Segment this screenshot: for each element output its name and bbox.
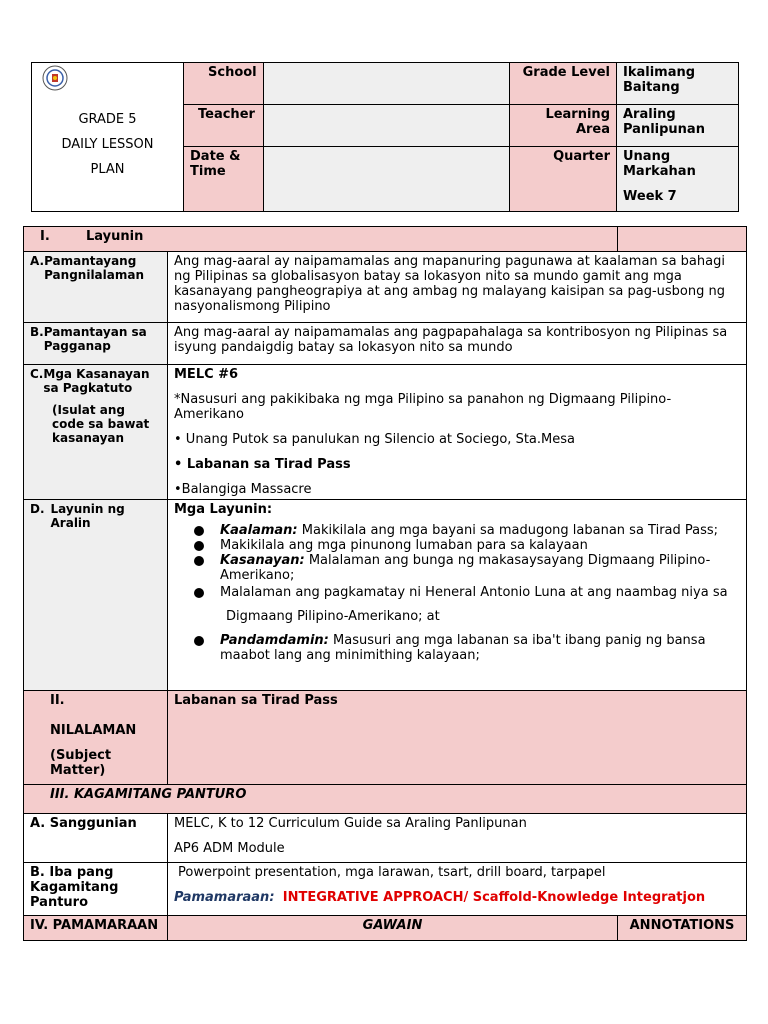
header-table [31, 62, 739, 212]
nilalaman-label [24, 691, 168, 785]
section-b-content: Ang mag-aaral ay naipamamalas ang pagpapahalaga sa kontribosyon ng Pilipinas sa isyung pandaigdig batay sa lokasyon nito sa mundo [168, 323, 747, 365]
teacher-value[interactable] [264, 105, 510, 147]
kagamitan-header: III. KAGAMITANG PANTURO [24, 785, 747, 814]
deped-seal-icon [42, 65, 68, 91]
sanggunian-line-1: MELC, K to 12 Curriculum Guide sa Araling Panlipunan [174, 816, 527, 831]
section-b-label [24, 323, 168, 365]
objective-item [220, 523, 740, 538]
quarter-value: Unang Markahan [623, 149, 696, 179]
section-c-note: (Isulat ang code sa bawat kasanayan [52, 403, 150, 445]
school-value[interactable] [264, 63, 510, 105]
layunin-title: Layunin [86, 229, 144, 244]
quarter-cell [617, 147, 739, 212]
quarter-label: Quarter [510, 147, 617, 212]
section-a-content: Ang mag-aaral ay naipamamalas ang mapanuring pagunawa at kaalaman sa bahagi ng Pilipinas sa globalisasyon batay sa lokasyon nito sa mundo gamit ang mga kasanayang pangheograpiya at ang ambag ng malayang kaisipan sa pag-usbong ng nasyonalismong Pilipino [168, 252, 747, 323]
layunin-annotation [618, 227, 747, 252]
melc-line-2: • Unang Putok sa panulukan ng Silencio at Sociego, Sta.Mesa [174, 432, 575, 447]
objective-text: Makikilala ang mga pinunong lumaban para sa kalayaan [220, 538, 588, 553]
objectives-list [194, 523, 740, 600]
section-c-num: C. [30, 367, 44, 381]
grade-level-value: Ikalimang Baitang [617, 63, 739, 105]
sanggunian-content [168, 814, 747, 863]
pamamaraan-line [174, 890, 740, 905]
title-cell [32, 63, 184, 212]
teacher-label: Teacher [184, 105, 264, 147]
objective-lead: Pandamdamin: [220, 633, 329, 648]
datetime-value[interactable] [264, 147, 510, 212]
nilalaman-content: Labanan sa Tirad Pass [168, 691, 747, 785]
objective-continuation: Digmaang Pilipino-Amerikano; at [226, 609, 440, 624]
melc-line-1: *Nasusuri ang pakikibaka ng mga Pilipino sa panahon ng Digmaang Pilipino-Amerikano [174, 392, 672, 422]
iba-line-1: Powerpoint presentation, mga larawan, tsart, drill board, tarpapel [178, 865, 606, 880]
objective-text: Malalaman ang bunga ng makasaysayang Digmaang Pilipino-Amerikano; [220, 553, 711, 583]
pamamaraan-label: Pamamaraan: [174, 890, 275, 905]
title-block [36, 107, 179, 182]
section-a-title: Pamantayang Pangnilalaman [44, 254, 145, 282]
title-grade: GRADE 5 [78, 112, 137, 127]
objective-text: Makikilala ang mga bayani sa madugong labanan sa Tirad Pass; [297, 523, 719, 538]
melc-code: MELC #6 [174, 367, 239, 382]
layunin-num: I. [40, 229, 50, 244]
bullet-icon [194, 556, 204, 566]
section-a-num: A. [30, 254, 45, 268]
section-b-title: Pamantayan sa Pagganap [43, 325, 147, 353]
layunin-heading: Mga Layunin: [174, 502, 273, 517]
layunin-header [24, 227, 618, 252]
bullet-icon [194, 526, 204, 536]
sanggunian-label: A. Sanggunian [24, 814, 168, 863]
objective-item [220, 585, 740, 600]
objective-lead: Kaalaman: [220, 523, 298, 538]
learning-area-value: Araling Panlipunan [617, 105, 739, 147]
section-a-label [24, 252, 168, 323]
learning-area-label: Learning Area [510, 105, 617, 147]
section-c-content [168, 365, 747, 500]
section-d-content [168, 500, 747, 691]
section-d-label [24, 500, 168, 691]
bullet-icon [194, 541, 204, 551]
objective-item [220, 553, 740, 583]
school-label: School [184, 63, 264, 105]
melc-line-4: •Balangiga Massacre [174, 482, 312, 497]
datetime-label: Date & Time [184, 147, 264, 212]
bullet-icon [194, 636, 204, 646]
nilalaman-title: NILALAMAN [50, 723, 137, 738]
section-d-num: D. [30, 502, 45, 516]
iba-content [168, 863, 747, 916]
section-c-label [24, 365, 168, 500]
section-d-title: Layunin ng Aralin [50, 502, 125, 530]
section-c-title: Mga Kasanayan sa Pagkatuto [43, 367, 150, 395]
annotations-header: ANNOTATIONS [618, 916, 747, 941]
iba-label: B. Iba pang Kagamitang Panturo [24, 863, 168, 916]
objective-item [220, 538, 740, 553]
week-value: Week 7 [623, 189, 677, 204]
title-daily: DAILY LESSON [61, 137, 154, 152]
section-b-num: B. [30, 325, 44, 339]
grade-level-label: Grade Level [510, 63, 617, 105]
nilalaman-subtitle: (Subject Matter) [50, 748, 112, 778]
lesson-plan-table [23, 226, 747, 941]
objective-text: Masusuri ang mga labanan sa iba't ibang panig ng bansa maabot lang ang minimithing kalayaan; [220, 633, 706, 663]
sanggunian-line-2: AP6 ADM Module [174, 841, 285, 856]
objective-lead: Kasanayan: [220, 553, 305, 568]
title-plan: PLAN [90, 162, 125, 177]
pamamaraan-value: INTEGRATIVE APPROACH/ Scaffold-Knowledge Integratjon [282, 890, 706, 905]
melc-line-3: • Labanan sa Tirad Pass [174, 457, 351, 472]
pamamaraan-header: IV. PAMAMARAAN [24, 916, 168, 941]
bullet-icon [194, 588, 204, 598]
objective-text: Malalaman ang pagkamatay ni Heneral Antonio Luna at ang naambag niya sa [220, 585, 728, 600]
nilalaman-num: II. [50, 693, 65, 708]
objective-item [220, 633, 740, 663]
gawain-header: GAWAIN [168, 916, 618, 941]
objectives-list-2 [194, 633, 740, 663]
